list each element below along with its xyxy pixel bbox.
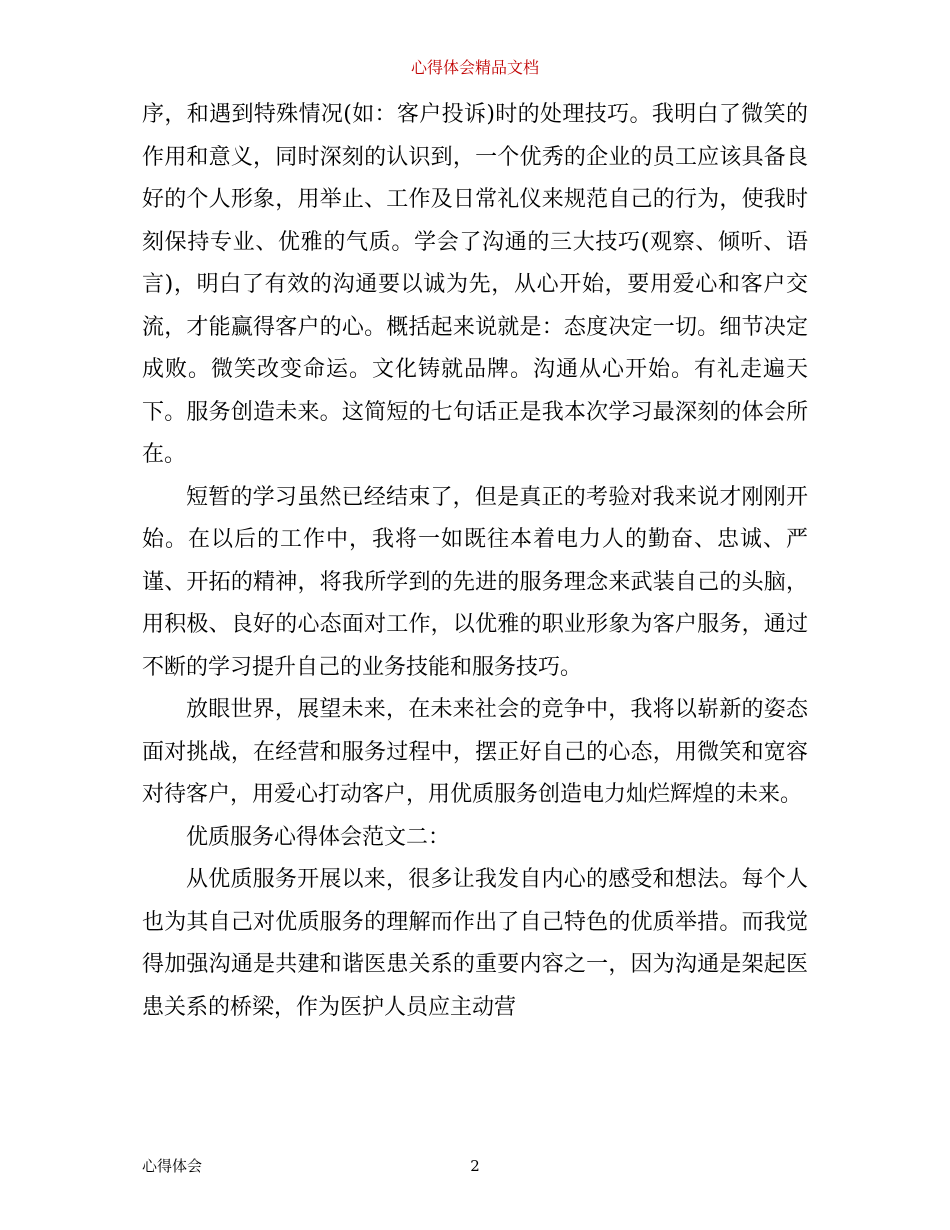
paragraph-3: 放眼世界，展望未来，在未来社会的竞争中，我将以崭新的姿态面对挑战，在经营和服务过程中，摆正好自己的心态，用微笑和宽容对待客户，用爱心打动客户，用优质服务创造电力灿烂辉煌的未来。 bbox=[142, 697, 808, 807]
footer-label: 心得体会 bbox=[142, 1157, 203, 1175]
paragraph-4: 从优质服务开展以来，很多让我发自内心的感受和想法。每个人也为其自己对优质服务的理解而作出了自己特色的优质举措。而我觉得加强沟通是共建和谐医患关系的重要内容之一，因为沟通是架起医患关系的桥梁，作为医护人员应主动营 bbox=[142, 867, 808, 1020]
page-header-title: 心得体会精品文档 bbox=[410, 58, 539, 77]
page-number: 2 bbox=[470, 1157, 480, 1175]
section-heading: 优质服务心得体会范文二： bbox=[186, 824, 451, 850]
paragraph-1: 序，和遇到特殊情况(如：客户投诉)时的处理技巧。我明白了微笑的作用和意义，同时深刻的认识到，一个优秀的企业的员工应该具备良好的个人形象，用举止、工作及日常礼仪来规范自己的行为，使我时刻保持专业、优雅的气质。学会了沟通的三大技巧(观察、倾听、语言)，明白了有效的沟通要以诚为先，从心开始，要用爱心和客户交流，才能赢得客户的心。概括起来说就是：态度决定一切。细节决定成败。微笑改变命运。文化铸就品牌。沟通从心开始。有礼走遍天下。服务创造未来。这简短的七句话正是我本次学习最深刻的体会所在。 bbox=[142, 102, 808, 467]
paragraph-2: 短暂的学习虽然已经结束了，但是真正的考验对我来说才刚刚开始。在以后的工作中，我将一如既往本着电力人的勤奋、忠诚、严谨、开拓的精神，将我所学到的先进的服务理念来武装自己的头脑，用积极、良好的心态面对工作，以优雅的职业形象为客户服务，通过不断的学习提升自己的业务技能和服务技巧。 bbox=[142, 484, 808, 680]
document-body bbox=[142, 94, 808, 1029]
